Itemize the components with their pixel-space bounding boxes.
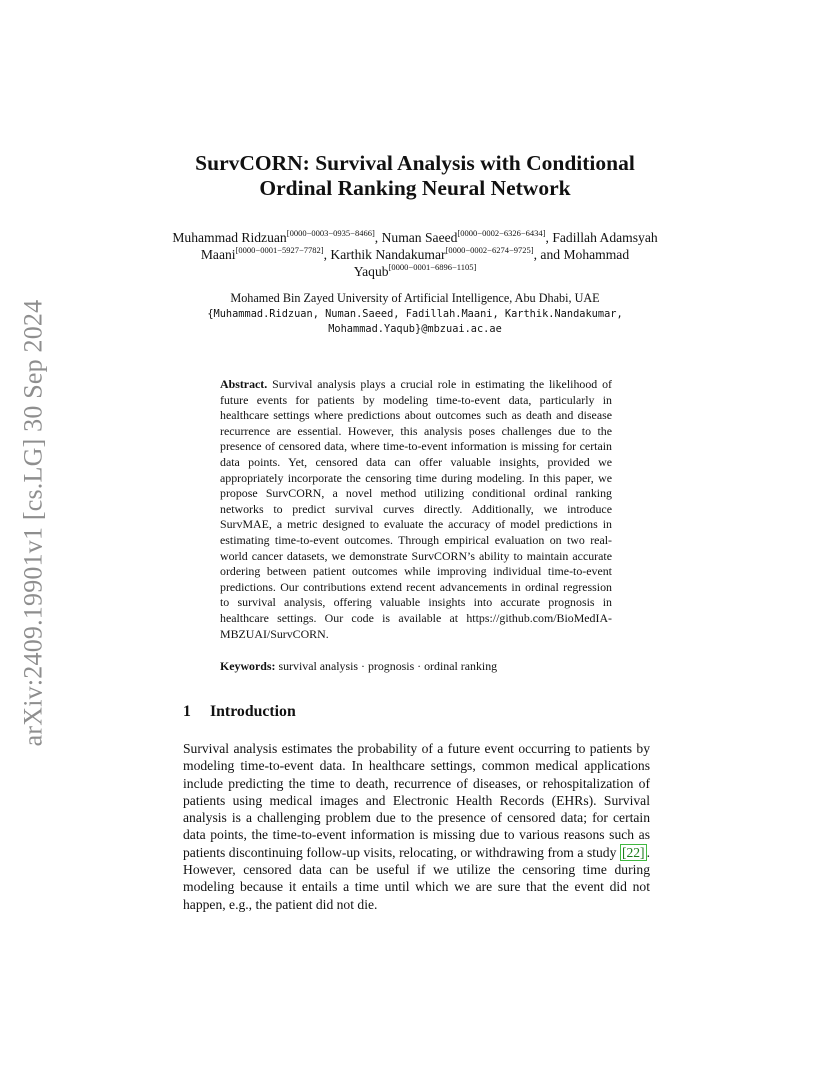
title-line-1: SurvCORN: Survival Analysis with Conditional bbox=[195, 151, 635, 175]
abstract-text: Survival analysis plays a crucial role in estimating the likelihood of future events for patients by modeling time-to-event data, particularly in healthcare settings where predictions about outcomes such as death and disease recurrence are essential. However, this analysis poses challenges due to the presence of censored data, where time-to-event information is missing for certain data points. Yet, censored data can offer valuable insights, provided we appropriately incorporate the censoring time during modeling. In this paper, we propose SurvCORN, a novel method utilizing conditional ordinal ranking networks to predict survival curves directly. Additionally, we introduce SurvMAE, a metric designed to evaluate the accuracy of model predictions in estimating time-to-event outcomes. Through empirical evaluation on two real-world cancer datasets, we demonstrate SurvCORN’s ability to maintain accurate ordering between patient outcomes while improving individual time-to-event predictions. Our contributions extend recent advancements in ordinal regression to survival analysis, offering valuable insights into accurate prognosis in healthcare settings. Our code is available at https://github.com/BioMedIA-MBZUAI/SurvCORN. bbox=[220, 377, 612, 641]
affiliation-block bbox=[160, 291, 670, 338]
orcid-id[interactable]: [0000−0002−6274−9725] bbox=[445, 245, 534, 255]
section-number: 1 bbox=[183, 703, 191, 720]
orcid-id[interactable]: [0000−0003−0935−8466] bbox=[286, 228, 375, 238]
keywords-text: survival analysis · prognosis · ordinal ranking bbox=[278, 659, 498, 673]
arxiv-stamp-text: arXiv:2409.19901v1 [cs.LG] 30 Sep 2024 bbox=[18, 299, 47, 747]
orcid-id[interactable]: [0000−0002−6326−6434] bbox=[457, 228, 546, 238]
section-title: Introduction bbox=[210, 703, 296, 720]
author-list bbox=[170, 229, 660, 280]
author-separator: , bbox=[545, 230, 549, 245]
email-line-1[interactable]: {Muhammad.Ridzuan, Numan.Saeed, Fadillah.Maani, Karthik.Nandakumar, bbox=[207, 307, 623, 320]
keywords-label: Keywords: bbox=[220, 659, 276, 673]
email-line-2[interactable]: Mohammad.Yaqub}@mbzuai.ac.ae bbox=[328, 323, 502, 335]
author-name: Numan Saeed bbox=[381, 230, 458, 245]
intro-text: Survival analysis estimates the probability of a future event occurring to patients by modeling time-to-event data. In healthcare settings, common medical applications include predicting the time to death, recurrence of diseases, or rehospitalization of patients using medical images and Electronic Health Records (EHRs). Survival analysis is a challenging problem due to the presence of censored data; for certain data points, the time-to-event information is missing due to various reasons such as patients discontinuing follow-up visits, relocating, or withdrawing from a study bbox=[183, 741, 650, 860]
author-separator: , and bbox=[533, 247, 564, 262]
author-name: Muhammad Ridzuan bbox=[172, 230, 287, 245]
orcid-id[interactable]: [0000−0001−6896−1105] bbox=[388, 262, 477, 272]
orcid-id[interactable]: [0000−0001−5927−7782] bbox=[235, 245, 324, 255]
keywords bbox=[220, 659, 612, 675]
author-name: Mohammad Yaqub bbox=[353, 247, 630, 279]
intro-text-continued: . However, censored data can be useful if we utilize the censoring time during modeling because it entails a time until which we are sure that the event did not happen, e.g., the patient did not die. bbox=[183, 844, 650, 912]
introduction-paragraph bbox=[183, 740, 650, 913]
author-separator: , bbox=[374, 230, 382, 245]
title-line-2: Ordinal Ranking Neural Network bbox=[259, 176, 571, 200]
paper-title bbox=[150, 151, 680, 201]
arxiv-identifier-stamp bbox=[10, 285, 56, 761]
section-heading bbox=[183, 703, 296, 721]
abstract-label: Abstract. bbox=[220, 377, 268, 391]
author-name: Fadillah Adamsyah Maani bbox=[200, 230, 658, 262]
author-separator: , bbox=[323, 247, 331, 262]
abstract bbox=[220, 377, 612, 642]
affiliation: Mohamed Bin Zayed University of Artificial Intelligence, Abu Dhabi, UAE bbox=[230, 291, 600, 305]
citation-link[interactable]: [22] bbox=[621, 844, 645, 860]
author-name: Karthik Nandakumar bbox=[330, 247, 446, 262]
